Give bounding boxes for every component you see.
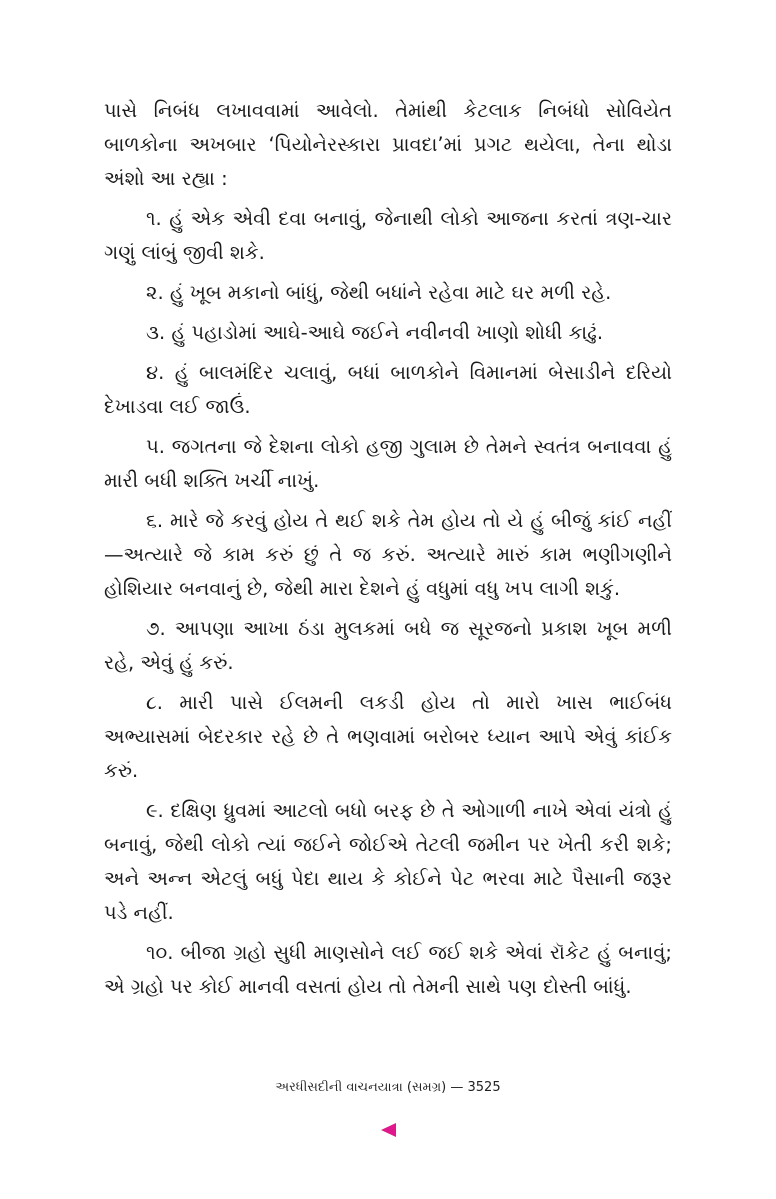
list-item: ૭. આપણા આખા ઠંડા મુલકમાં બધે જ સૂરજનો પ્રકાશ ખૂબ મળી રહે, એવું હું કરું. <box>104 617 672 674</box>
previous-page-arrow-icon[interactable] <box>381 1123 396 1137</box>
intro-paragraph: પાસે નિબંધ લખાવવામાં આવેલો. તેમાંથી કેટલાક નિબંધો સોવિયેત બાળકોના અખબાર ‘પિયોનેરસ્કારા પ્રાવદા’માં પ્રગટ થયેલા, તેના થોડા અંશો આ રહ્યા : <box>104 99 672 190</box>
page-number: 3525 <box>467 1080 501 1095</box>
footer-separator: — <box>450 1080 464 1095</box>
list-item: ૫. જગતના જે દેશના લોકો હજી ગુલામ છે તેમને સ્વતંત્ર બનાવવા હું મારી બધી શક્તિ ખર્ચી નાખું. <box>104 435 672 492</box>
list-item: ૨. હું ખૂબ મકાનો બાંધું, જેથી બધાંને રહેવા માટે ઘર મળી રહે. <box>146 281 612 304</box>
list-item: ૮. મારી પાસે ઈલમની લકડી હોય તો મારો ખાસ ભાઈબંધ અભ્યાસમાં બેદરકાર રહે છે તે ભણવામાં બરોબર ધ્યાન આપે એવું કાંઈક કરું. <box>104 691 672 782</box>
list-item: ૯. દક્ષિણ ધ્રુવમાં આટલો બધો બરફ છે તે ઓગાળી નાખે એવાં યંત્રો હું બનાવું, જેથી લોકો ત્યાં જઈને જોઈએ તેટલી જમીન પર ખેતી કરી શકે; અને અન્ન એટલું બધું પેદા થાય કે કોઈને પેટ ભરવા માટે પૈસાની જરૂર પડે નહીં. <box>104 799 672 924</box>
list-item: ૧. હું એક એવી દવા બનાવું, જેનાથી લોકો આજના કરતાં ત્રણ-ચાર ગણું લાંબું જીવી શકે. <box>104 207 672 264</box>
page-footer <box>0 1079 776 1097</box>
page-body <box>104 94 672 1010</box>
list-item: ૩. હું પહાડોમાં આઘે-આઘે જઈને નવીનવી ખાણો શોધી કાઢું. <box>146 321 604 344</box>
book-title: અરધીસદીની વાચનયાત્રા (સમગ્ર) <box>275 1080 447 1095</box>
list-item: ૧૦. બીજા ગ્રહો સુધી માણસોને લઈ જઈ શકે એવાં રૉકેટ હું બનાવું; એ ગ્રહો પર કોઈ માનવી વસતાં હોય તો તેમની સાથે પણ દોસ્તી બાંધું. <box>104 941 672 998</box>
list-item: ૪. હું બાલમંદિર ચલાવું, બધાં બાળકોને વિમાનમાં બેસાડીને દરિયો દેખાડવા લઈ જાઉં. <box>104 361 672 418</box>
list-item: ૬. મારે જે કરવું હોય તે થઈ શકે તેમ હોય તો યે હું બીજું કાંઈ નહીં—અત્યારે જે કામ કરું છું તે જ કરું. અત્યારે મારું કામ ભણીગણીને હોશિયાર બનવાનું છે, જેથી મારા દેશને હું વધુમાં વધુ ખપ લાગી શકું. <box>104 509 672 600</box>
